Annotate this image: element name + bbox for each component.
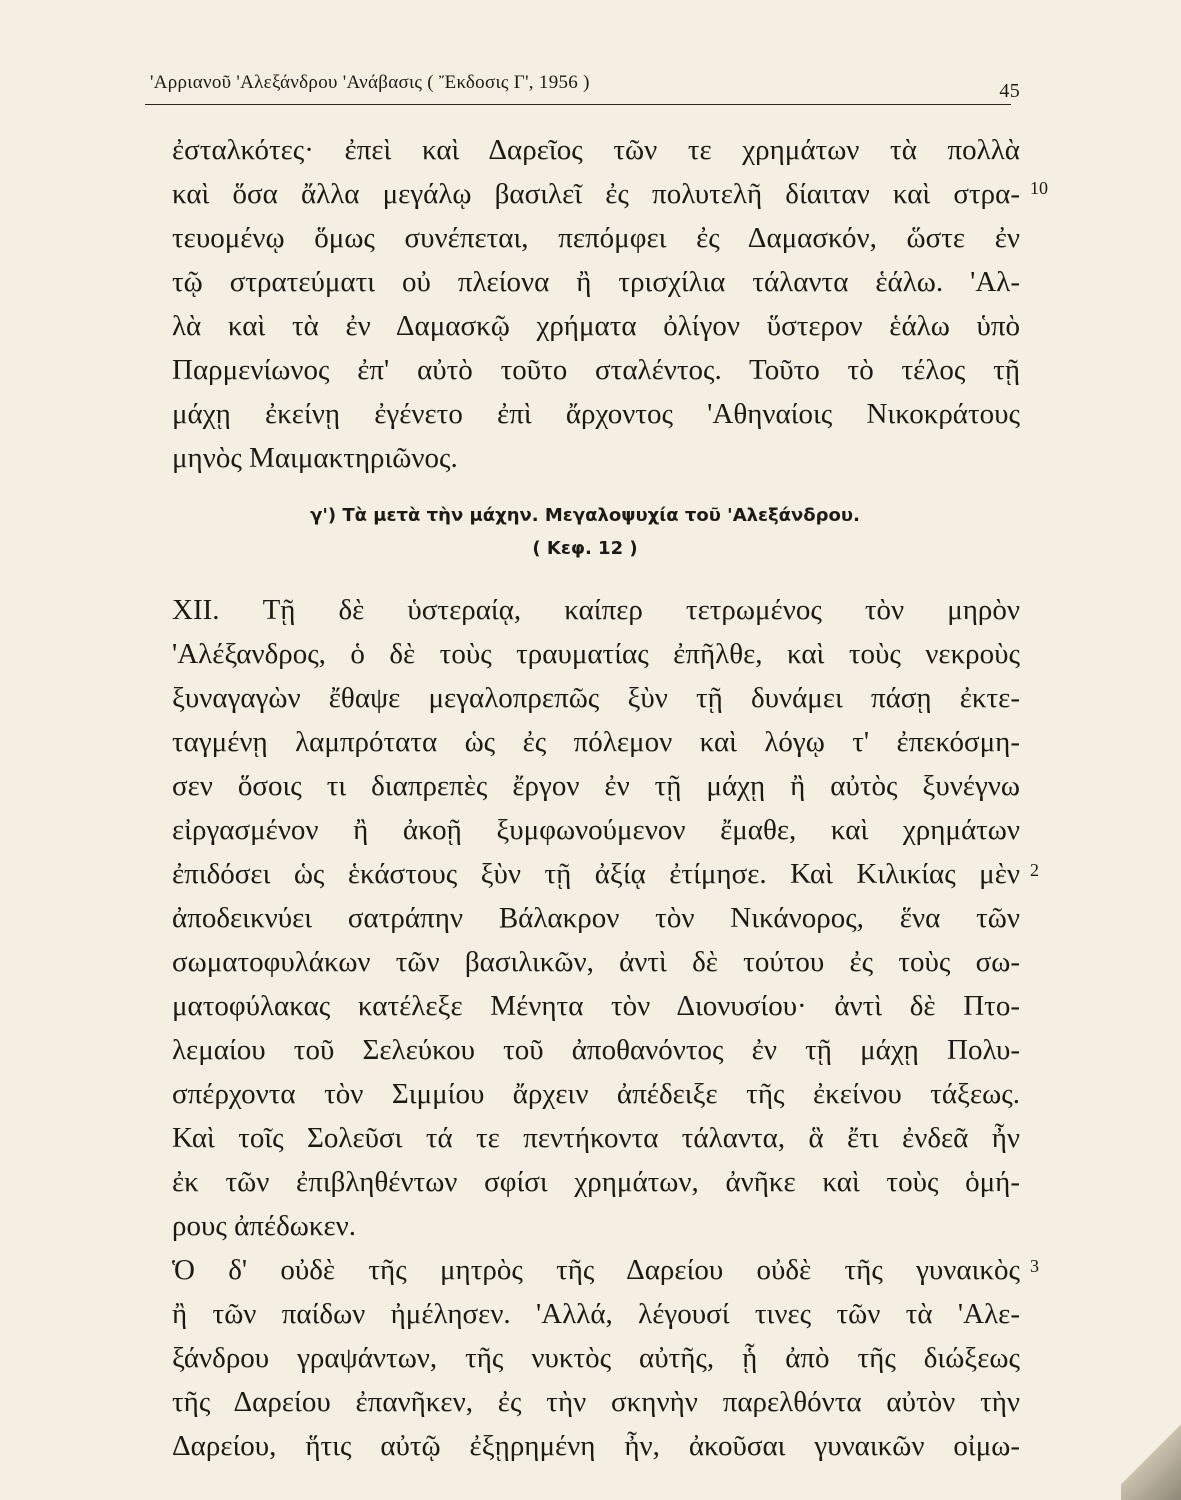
text-line: Δαρείου, ἥτις αὐτῷ ἐξῃρημένη ἦν, ἀκοῦσαι γυναικῶν οἰμω- — [172, 1430, 1020, 1462]
header-rule — [145, 104, 1011, 105]
text-line: ἢ τῶν παίδων ἠμέλησεν. 'Αλλά, λέγουσί τινες τῶν τὰ 'Αλε- — [172, 1298, 1020, 1330]
page-number: 45 — [999, 80, 1020, 102]
text-line: ἐπιδόσει ὡς ἑκάστους ξὺν τῇ ἀξίᾳ ἐτίμησε. Καὶ Κιλικίας μὲν — [172, 858, 1020, 890]
text-line: τευομένῳ ὅμως συνέπεται, πεπόμφει ἐς Δαμασκόν, ὥστε ἐν — [172, 222, 1020, 254]
text-line: λὰ καὶ τὰ ἐν Δαμασκῷ χρήματα ὀλίγον ὕστερον ἑάλω ὑπὸ — [172, 310, 1020, 342]
text-line: ξυναγαγὼν ἔθαψε μεγαλοπρεπῶς ξὺν τῇ δυνάμει πάσῃ ἐκτε- — [172, 682, 1020, 714]
text-line: Ὁ δ' οὐδὲ τῆς μητρὸς τῆς Δαρείου οὐδὲ τῆς γυναικὸς — [172, 1254, 1020, 1286]
chapter-reference: ( Κεφ. 12 ) — [532, 538, 638, 559]
text-line: μηνὸς Μαιμακτηριῶνος. — [172, 442, 458, 474]
text-line: λεμαίου τοῦ Σελεύκου τοῦ ἀποθανόντος ἐν τῇ μάχῃ Πολυ- — [172, 1034, 1020, 1066]
text-line: ματοφύλακας κατέλεξε Μένητα τὸν Διονυσίου· ἀντὶ δὲ Πτο- — [172, 990, 1020, 1022]
text-line: σωματοφυλάκων τῶν βασιλικῶν, ἀντὶ δὲ τούτου ἐς τοὺς σω- — [172, 946, 1020, 978]
page-corner-curl — [1121, 1390, 1181, 1500]
text-line: τῷ στρατεύματι οὐ πλείονα ἢ τρισχίλια τάλαντα ἑάλω. 'Αλ- — [172, 266, 1020, 298]
text-line: σεν ὅσοις τι διαπρεπὲς ἔργον ἐν τῇ μάχῃ ἢ αὐτὸς ξυνέγνω — [172, 770, 1020, 802]
text-line: εἰργασμένον ἢ ἀκοῇ ξυμφωνούμενον ἔμαθε, καὶ χρημάτων — [172, 814, 1020, 846]
margin-line-number: 3 — [1030, 1256, 1039, 1276]
text-line: Παρμενίωνος ἐπ' αὐτὸ τοῦτο σταλέντος. Τοῦτο τὸ τέλος τῇ — [172, 354, 1020, 386]
text-line: ρους ἀπέδωκεν. — [172, 1210, 356, 1242]
margin-line-number: 10 — [1030, 178, 1048, 198]
text-line: 'Αλέξανδρος, ὁ δὲ τοὺς τραυματίας ἐπῆλθε, καὶ τοὺς νεκροὺς — [172, 638, 1020, 670]
running-title: 'Αρριανοῦ 'Αλεξάνδρου 'Ανάβασις ( Ἔκδοσις Γ', 1956 ) — [150, 72, 590, 93]
text-line: ἀποδεικνύει σατράπην Βάλακρον τὸν Νικάνορος, ἕνα τῶν — [172, 902, 1020, 934]
text-line: Καὶ τοῖς Σολεῦσι τά τε πεντήκοντα τάλαντα, ἃ ἔτι ἐνδεᾶ ἦν — [172, 1122, 1020, 1154]
text-line: τῆς Δαρείου ἐπανῆκεν, ἐς τὴν σκηνὴν παρελθόντα αὐτὸν τὴν — [172, 1386, 1020, 1418]
text-line: ἐσταλκότες· ἐπεὶ καὶ Δαρεῖος τῶν τε χρημάτων τὰ πολλὰ — [172, 134, 1020, 166]
text-line: καὶ ὅσα ἄλλα μεγάλῳ βασιλεῖ ἐς πολυτελῆ δίαιταν καὶ στρα- — [172, 178, 1020, 210]
margin-line-number: 2 — [1030, 860, 1039, 880]
text-line: ἐκ τῶν ἐπιβληθέντων σφίσι χρημάτων, ἀνῆκε καὶ τοὺς ὁμή- — [172, 1166, 1020, 1198]
text-line: ταγμένῃ λαμπρότατα ὡς ἐς πόλεμον καὶ λόγῳ τ' ἐπεκόσμη- — [172, 726, 1020, 758]
text-line: μάχῃ ἐκείνῃ ἐγένετο ἐπὶ ἄρχοντος 'Αθηναίοις Νικοκράτους — [172, 398, 1020, 430]
text-line: ξάνδρου γραψάντων, τῆς νυκτὸς αὐτῆς, ᾗ ἀπὸ τῆς διώξεως — [172, 1342, 1020, 1374]
section-subheading: γ') Τὰ μετὰ τὴν μάχην. Μεγαλοψυχία τοῦ 'Αλεξάνδρου. — [310, 505, 860, 526]
text-line: σπέρχοντα τὸν Σιμμίου ἄρχειν ἀπέδειξε τῆς ἐκείνου τάξεως. — [172, 1078, 1020, 1110]
text-line: XII. Τῇ δὲ ὑστεραίᾳ, καίπερ τετρωμένος τὸν μηρὸν — [172, 594, 1020, 626]
